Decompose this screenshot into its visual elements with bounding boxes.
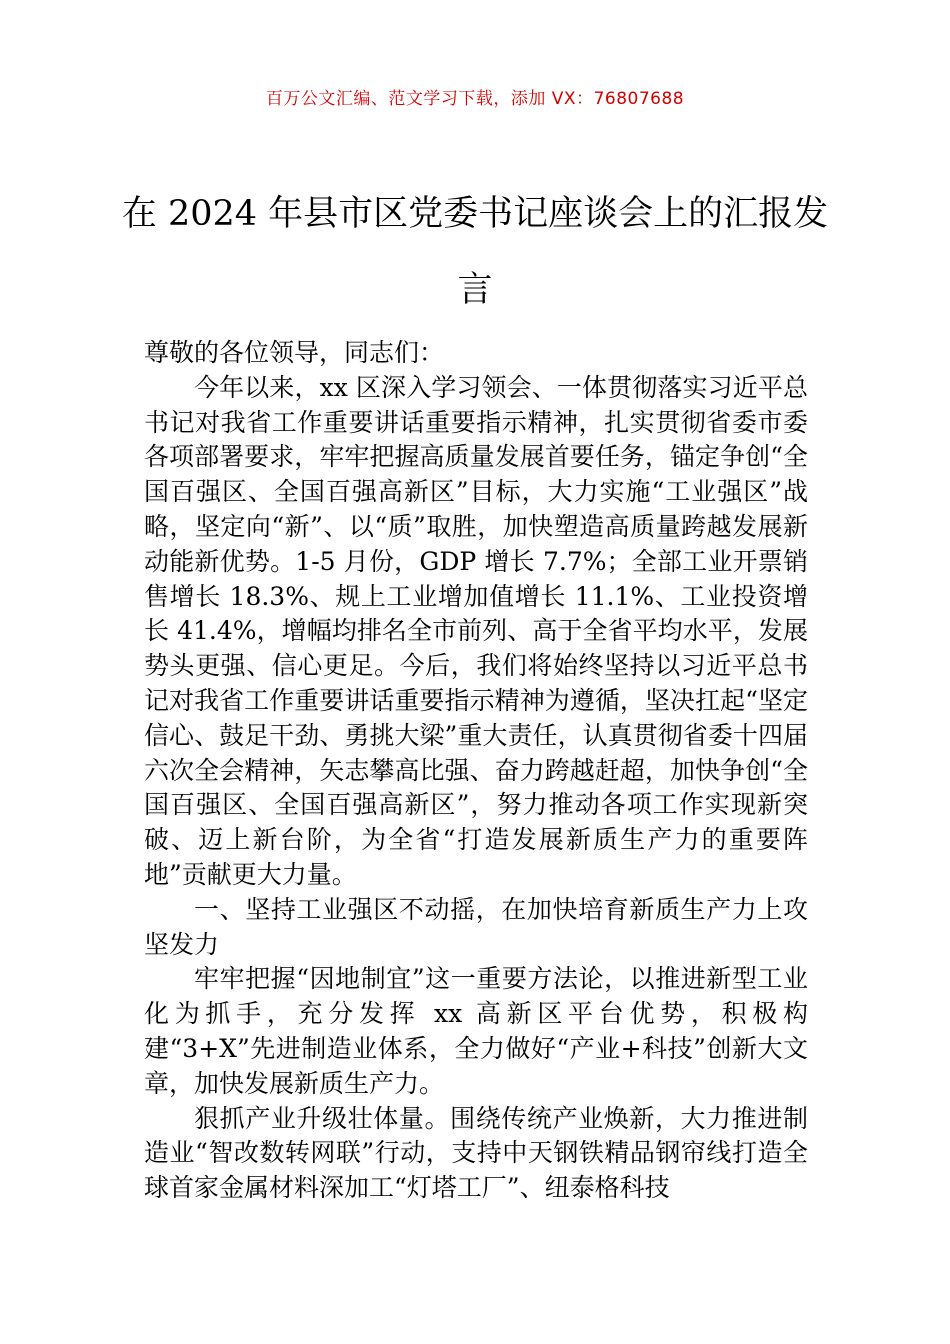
paragraph: 狠抓产业升级壮体量。围绕传统产业焕新，大力推进制造业“智改数转网联”行动，支持中天钢铁精品钢帘线打造全球首家金属材料深加工“灯塔工厂”、纽泰格科技: [144, 1103, 808, 1203]
document-title: 在 2024 年县市区党委书记座谈会上的汇报发言: [121, 194, 829, 310]
document-body: [144, 336, 808, 1206]
salutation: 尊敬的各位领导，同志们：: [144, 338, 445, 367]
paragraph: 今年以来，xx 区深入学习领会、一体贯彻落实习近平总书记对我省工作重要讲话重要指示精神，扎实贯彻省委市委各项部署要求，牢牢把握高质量发展首要任务，锚定争创“全国百强区、全国百强高新区”目标，大力实施“工业强区”战略，坚定向“新”、以“质”取胜，加快塑造高质量跨越发展新动能新优势。1-5 月份，GDP 增长 7.7%；全部工业开票销售增长 18.3%、规上工业增加值增长 11.1%、工业投资增长 41.4%，增幅均排名全市前列、高于全省平均水平，发展势头更强、信心更足。今后，我们将始终坚持以习近平总书记对我省工作重要讲话重要指示精神为遵循，坚决扛起“坚定信心、鼓足干劲、勇挑大梁”重大责任，认真贯彻省委十四届六次全会精神，矢志攀高比强、奋力跨越赶超，加快争创“全国百强区、全国百强高新区”，努力推动各项工作实现新突破、迈上新台阶，为全省“打造发展新质生产力的重要阵地”贡献更大力量。: [144, 372, 808, 889]
header-note: 百万公文汇编、范文学习下载，添加 VX：76807688: [265, 89, 685, 109]
paragraph: 牢牢把握“因地制宜”这一重要方法论，以推进新型工业化为抓手，充分发挥 xx 高新区平台优势，积极构建“3+X”先进制造业体系，全力做好“产业+科技”创新大文章，加快发展新质生产力。: [144, 964, 808, 1098]
section-heading: 一、坚持工业强区不动摇，在加快培育新质生产力上攻坚发力: [144, 894, 808, 959]
